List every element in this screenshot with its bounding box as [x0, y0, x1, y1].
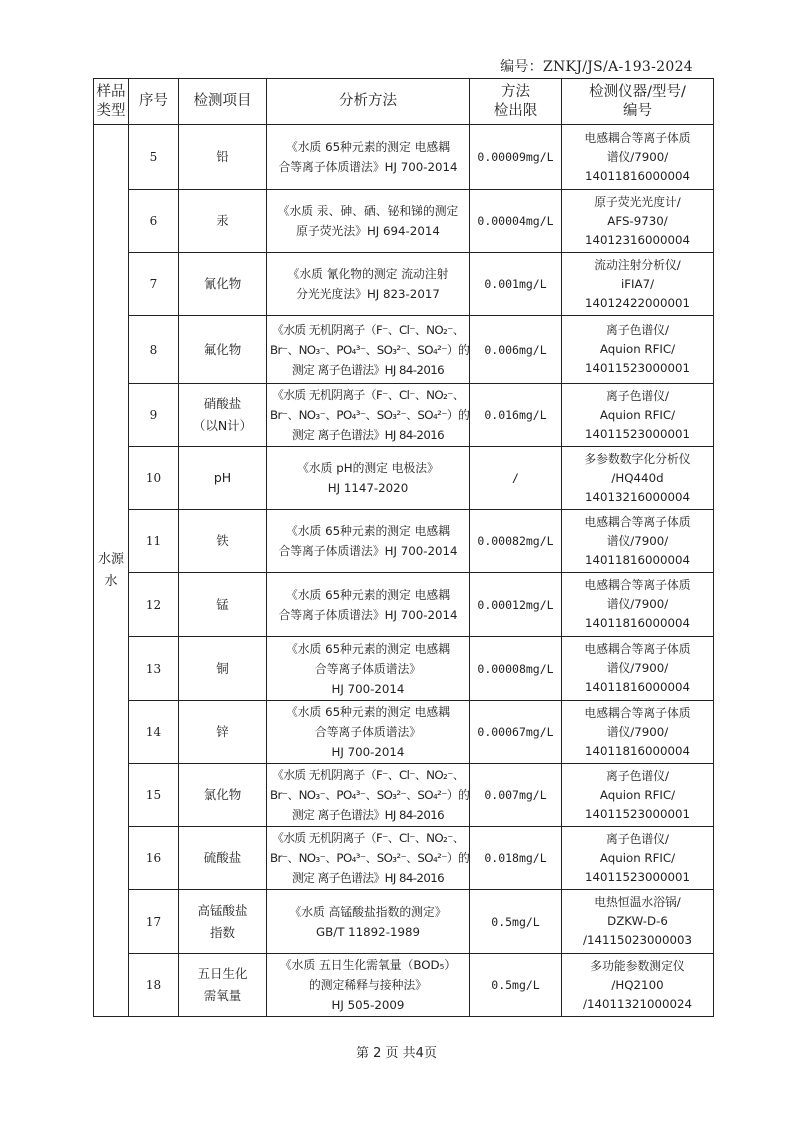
seq-cell: 9: [129, 384, 179, 447]
item-line: pH: [213, 470, 232, 485]
method-line: 《水质 65种元素的测定 电感耦: [285, 524, 451, 538]
instrument-line: 14012316000004: [584, 232, 691, 247]
instrument-line: 14011523000001: [584, 361, 691, 375]
instrument-line: 离子色谱仪/: [606, 831, 669, 846]
method-line: 测定 离子色谱法》HJ 84-2016: [291, 362, 445, 377]
instrument-line: 电感耦合等离子体质: [584, 514, 691, 529]
instrument-line: AFS-9730/: [607, 213, 668, 228]
instrument-cell: [562, 573, 714, 637]
method-line: 合等离子体质谱法》: [314, 725, 422, 739]
detection-limit-cell: /: [470, 447, 562, 510]
detection-limit-cell: 0.00004mg/L: [470, 190, 562, 253]
detection-limit-cell: 0.00082mg/L: [470, 510, 562, 573]
sample-type-line: 水: [104, 573, 118, 589]
seq-cell: 7: [129, 253, 179, 316]
method-cell: [267, 316, 470, 384]
seq-cell: 6: [129, 190, 179, 253]
seq-cell: 13: [129, 637, 179, 701]
method-line: 测定 离子色谱法》HJ 84-2016: [291, 428, 445, 442]
header-limit-line: 检出限: [493, 102, 538, 119]
detection-limit-cell: 0.016mg/L: [470, 384, 562, 447]
table-header-row: [94, 79, 714, 125]
instrument-line: 离子色谱仪/: [606, 388, 669, 403]
item-cell: [179, 316, 267, 384]
method-cell: [267, 701, 470, 764]
detection-limit-cell: 0.007mg/L: [470, 764, 562, 827]
item-cell: [179, 701, 267, 764]
table-row: [94, 637, 714, 701]
instrument-cell: [562, 190, 714, 253]
instrument-line: 14012422000001: [584, 295, 691, 310]
instrument-line: 多参数数字化分析仪: [584, 451, 691, 466]
item-cell: [179, 190, 267, 253]
seq-cell: 16: [129, 827, 179, 890]
method-line: Br⁻、NO₃⁻、PO₄³⁻、SO₃²⁻、SO₄²⁻）的: [270, 342, 470, 357]
instrument-line: /HQ440d: [611, 470, 664, 485]
instrument-cell: [562, 827, 714, 890]
item-line: 铜: [216, 660, 229, 676]
item-line: 氰化物: [203, 276, 242, 291]
detection-limit-cell: 0.001mg/L: [470, 253, 562, 316]
method-line: HJ 1147-2020: [327, 481, 409, 495]
seq-cell: 17: [129, 890, 179, 954]
item-line: 锰: [216, 596, 229, 612]
instrument-line: 14011816000004: [584, 616, 691, 630]
item-line: 五日生化: [197, 966, 248, 981]
item-cell: [179, 447, 267, 510]
instrument-cell: [562, 510, 714, 573]
instrument-line: 14011816000004: [584, 680, 691, 694]
detection-limit-cell: 0.00008mg/L: [470, 637, 562, 701]
item-line: 锌: [216, 724, 229, 739]
instrument-line: 谱仪/7900/: [606, 597, 669, 611]
table-row: [94, 510, 714, 573]
instrument-cell: [562, 384, 714, 447]
seq-cell: 14: [129, 701, 179, 764]
method-cell: [267, 573, 470, 637]
detection-limit-cell: 0.5mg/L: [470, 954, 562, 1017]
item-line: 需氧量: [203, 988, 242, 1003]
item-cell: [179, 384, 267, 447]
header-sample-type-line: 类型: [96, 102, 126, 119]
item-cell: [179, 573, 267, 637]
item-line: 硝酸盐: [203, 396, 242, 411]
test-method-table: [93, 78, 714, 1017]
method-cell: [267, 384, 470, 447]
table-row: [94, 890, 714, 954]
item-line: 氟化物: [203, 341, 242, 357]
item-line: 硫酸盐: [203, 850, 242, 865]
seq-cell: 5: [129, 125, 179, 190]
sample-type-line: 水源: [97, 551, 124, 567]
detection-limit-cell: 0.5mg/L: [470, 890, 562, 954]
instrument-line: 电热恒温水浴锅/: [594, 895, 681, 909]
seq-cell: 8: [129, 316, 179, 384]
instrument-line: 离子色谱仪/: [606, 323, 669, 337]
header-instrument: [562, 79, 714, 125]
method-line: 测定 离子色谱法》HJ 84-2016: [291, 871, 445, 885]
item-cell: [179, 764, 267, 827]
method-line: GB/T 11892-1989: [316, 924, 420, 939]
instrument-line: 14011523000001: [584, 806, 691, 821]
method-line: Br⁻、NO₃⁻、PO₄³⁻、SO₃²⁻、SO₄²⁻）的: [270, 788, 470, 802]
instrument-cell: [562, 316, 714, 384]
method-line: Br⁻、NO₃⁻、PO₄³⁻、SO₃²⁻、SO₄²⁻）的: [270, 408, 470, 422]
table-body: [94, 125, 714, 1017]
item-cell: [179, 890, 267, 954]
instrument-line: DZKW-D-6: [607, 914, 668, 928]
instrument-line: 谱仪/7900/: [606, 661, 669, 675]
instrument-line: Aquion RFIC/: [599, 787, 676, 802]
method-cell: [267, 190, 470, 253]
instrument-line: 14011816000004: [584, 168, 691, 183]
method-line: Br⁻、NO₃⁻、PO₄³⁻、SO₃²⁻、SO₄²⁻）的: [270, 851, 470, 865]
seq-cell: 10: [129, 447, 179, 510]
instrument-line: 14011523000001: [584, 869, 691, 884]
instrument-line: 电感耦合等离子体质: [584, 578, 691, 592]
method-cell: [267, 637, 470, 701]
method-line: 《水质 65种元素的测定 电感耦: [285, 705, 451, 719]
method-line: 《水质 无机阴离子（F⁻、Cl⁻、NO₂⁻、: [272, 831, 464, 845]
header-limit-line: 方法: [501, 83, 530, 100]
instrument-line: 谱仪/7900/: [606, 533, 669, 548]
sample-type-cell: [94, 125, 129, 1017]
instrument-line: 原子荧光光度计/: [594, 194, 681, 209]
table-row: [94, 316, 714, 384]
item-line: 指数: [209, 924, 235, 940]
seq-cell: 11: [129, 510, 179, 573]
method-line: 《水质 65种元素的测定 电感耦: [285, 641, 451, 656]
method-cell: [267, 954, 470, 1017]
instrument-cell: [562, 125, 714, 190]
method-line: 原子荧光法》HJ 694-2014: [296, 224, 440, 238]
method-line: HJ 700-2014: [331, 681, 405, 696]
item-line: 高锰酸盐: [197, 902, 248, 918]
instrument-line: 14011816000004: [584, 743, 691, 758]
method-cell: [267, 764, 470, 827]
table-row: [94, 253, 714, 316]
table-row: [94, 447, 714, 510]
table-row: [94, 954, 714, 1017]
method-cell: [267, 510, 470, 573]
table-row: [94, 573, 714, 637]
header-instrument-line: 检测仪器/型号/: [589, 83, 686, 100]
method-line: 《水质 无机阴离子（F⁻、Cl⁻、NO₂⁻、: [272, 322, 464, 337]
instrument-line: 谱仪/7900/: [606, 149, 669, 164]
method-line: 《水质 65种元素的测定 电感耦: [285, 140, 451, 154]
instrument-line: 14013216000004: [584, 489, 691, 504]
item-cell: [179, 637, 267, 701]
item-line: 氯化物: [203, 787, 242, 802]
instrument-line: /14115023000003: [582, 933, 693, 947]
item-line: （以N计）: [192, 418, 253, 433]
document-number: 编号：ZNKJ/JS/A-193-2024: [500, 59, 693, 75]
method-line: 《水质 65种元素的测定 电感耦: [285, 587, 451, 602]
instrument-line: 电感耦合等离子体质: [584, 642, 691, 656]
seq-cell: 15: [129, 764, 179, 827]
method-cell: [267, 125, 470, 190]
method-line: 《水质 高锰酸盐指数的测定》: [289, 904, 447, 919]
instrument-cell: [562, 701, 714, 764]
method-line: 《水质 氰化物的测定 流动注射: [287, 267, 449, 281]
detection-limit-cell: 0.018mg/L: [470, 827, 562, 890]
method-line: 合等离子体质谱法》HJ 700-2014: [278, 544, 458, 558]
instrument-cell: [562, 637, 714, 701]
method-line: 合等离子体质谱法》HJ 700-2014: [278, 160, 458, 174]
method-line: 《水质 pH的测定 电极法》: [297, 461, 439, 475]
detection-limit-cell: 0.00009mg/L: [470, 125, 562, 190]
method-line: 《水质 无机阴离子（F⁻、Cl⁻、NO₂⁻、: [272, 768, 464, 782]
item-cell: [179, 827, 267, 890]
instrument-line: 离子色谱仪/: [606, 768, 669, 783]
item-cell: [179, 954, 267, 1017]
item-line: 铁: [216, 533, 229, 548]
header-sample-type: [94, 79, 129, 125]
header-sample-type-line: 样品: [96, 83, 126, 100]
detection-limit-cell: 0.006mg/L: [470, 316, 562, 384]
item-cell: [179, 510, 267, 573]
instrument-line: 14011816000004: [584, 552, 691, 567]
instrument-line: Aquion RFIC/: [599, 342, 676, 356]
method-line: 测定 离子色谱法》HJ 84-2016: [291, 808, 445, 822]
instrument-line: 流动注射分析仪/: [594, 257, 681, 272]
instrument-line: Aquion RFIC/: [599, 407, 676, 422]
item-line: 铅: [216, 149, 229, 164]
table-row: [94, 190, 714, 253]
method-cell: [267, 827, 470, 890]
instrument-line: 电感耦合等离子体质: [584, 705, 691, 720]
instrument-line: Aquion RFIC/: [599, 850, 676, 865]
method-line: 《水质 汞、砷、硒、铋和锑的测定: [277, 204, 459, 218]
instrument-cell: [562, 954, 714, 1017]
instrument-line: /14011321000024: [582, 996, 693, 1011]
method-line: 《水质 五日生化需氧量（BOD₅）: [279, 958, 457, 972]
method-cell: [267, 447, 470, 510]
instrument-line: /HQ2100: [611, 977, 664, 992]
instrument-line: 14011523000001: [584, 426, 691, 441]
method-line: HJ 700-2014: [331, 745, 405, 759]
table-row: [94, 125, 714, 190]
seq-cell: 12: [129, 573, 179, 637]
item-line: 汞: [216, 213, 229, 228]
header-item: 检测项目: [179, 79, 267, 125]
header-method: 分析方法: [267, 79, 470, 125]
table-row: [94, 701, 714, 764]
instrument-cell: [562, 890, 714, 954]
header-limit: [470, 79, 562, 125]
instrument-line: 多功能参数测定仪: [590, 958, 685, 973]
method-line: 《水质 无机阴离子（F⁻、Cl⁻、NO₂⁻、: [272, 388, 464, 402]
method-line: 的测定稀释与接种法》: [309, 978, 427, 992]
item-cell: [179, 125, 267, 190]
instrument-line: iFIA7/: [620, 276, 655, 291]
instrument-line: 谱仪/7900/: [606, 724, 669, 739]
page-footer: 第 2 页 共4页: [356, 1046, 437, 1061]
method-line: 合等离子体质谱法》: [314, 661, 422, 676]
method-line: 合等离子体质谱法》HJ 700-2014: [278, 607, 458, 622]
seq-cell: 18: [129, 954, 179, 1017]
header-instrument-line: 编号: [623, 102, 652, 119]
detection-limit-cell: 0.00012mg/L: [470, 573, 562, 637]
table-row: [94, 827, 714, 890]
table-row: [94, 384, 714, 447]
item-cell: [179, 253, 267, 316]
instrument-cell: [562, 764, 714, 827]
instrument-cell: [562, 253, 714, 316]
method-cell: [267, 890, 470, 954]
header-seq: 序号: [129, 79, 179, 125]
detection-limit-cell: 0.00067mg/L: [470, 701, 562, 764]
method-line: 分光光度法》HJ 823-2017: [296, 287, 440, 301]
instrument-cell: [562, 447, 714, 510]
method-line: HJ 505-2009: [331, 998, 405, 1012]
method-cell: [267, 253, 470, 316]
table-row: [94, 764, 714, 827]
instrument-line: 电感耦合等离子体质: [584, 130, 691, 145]
